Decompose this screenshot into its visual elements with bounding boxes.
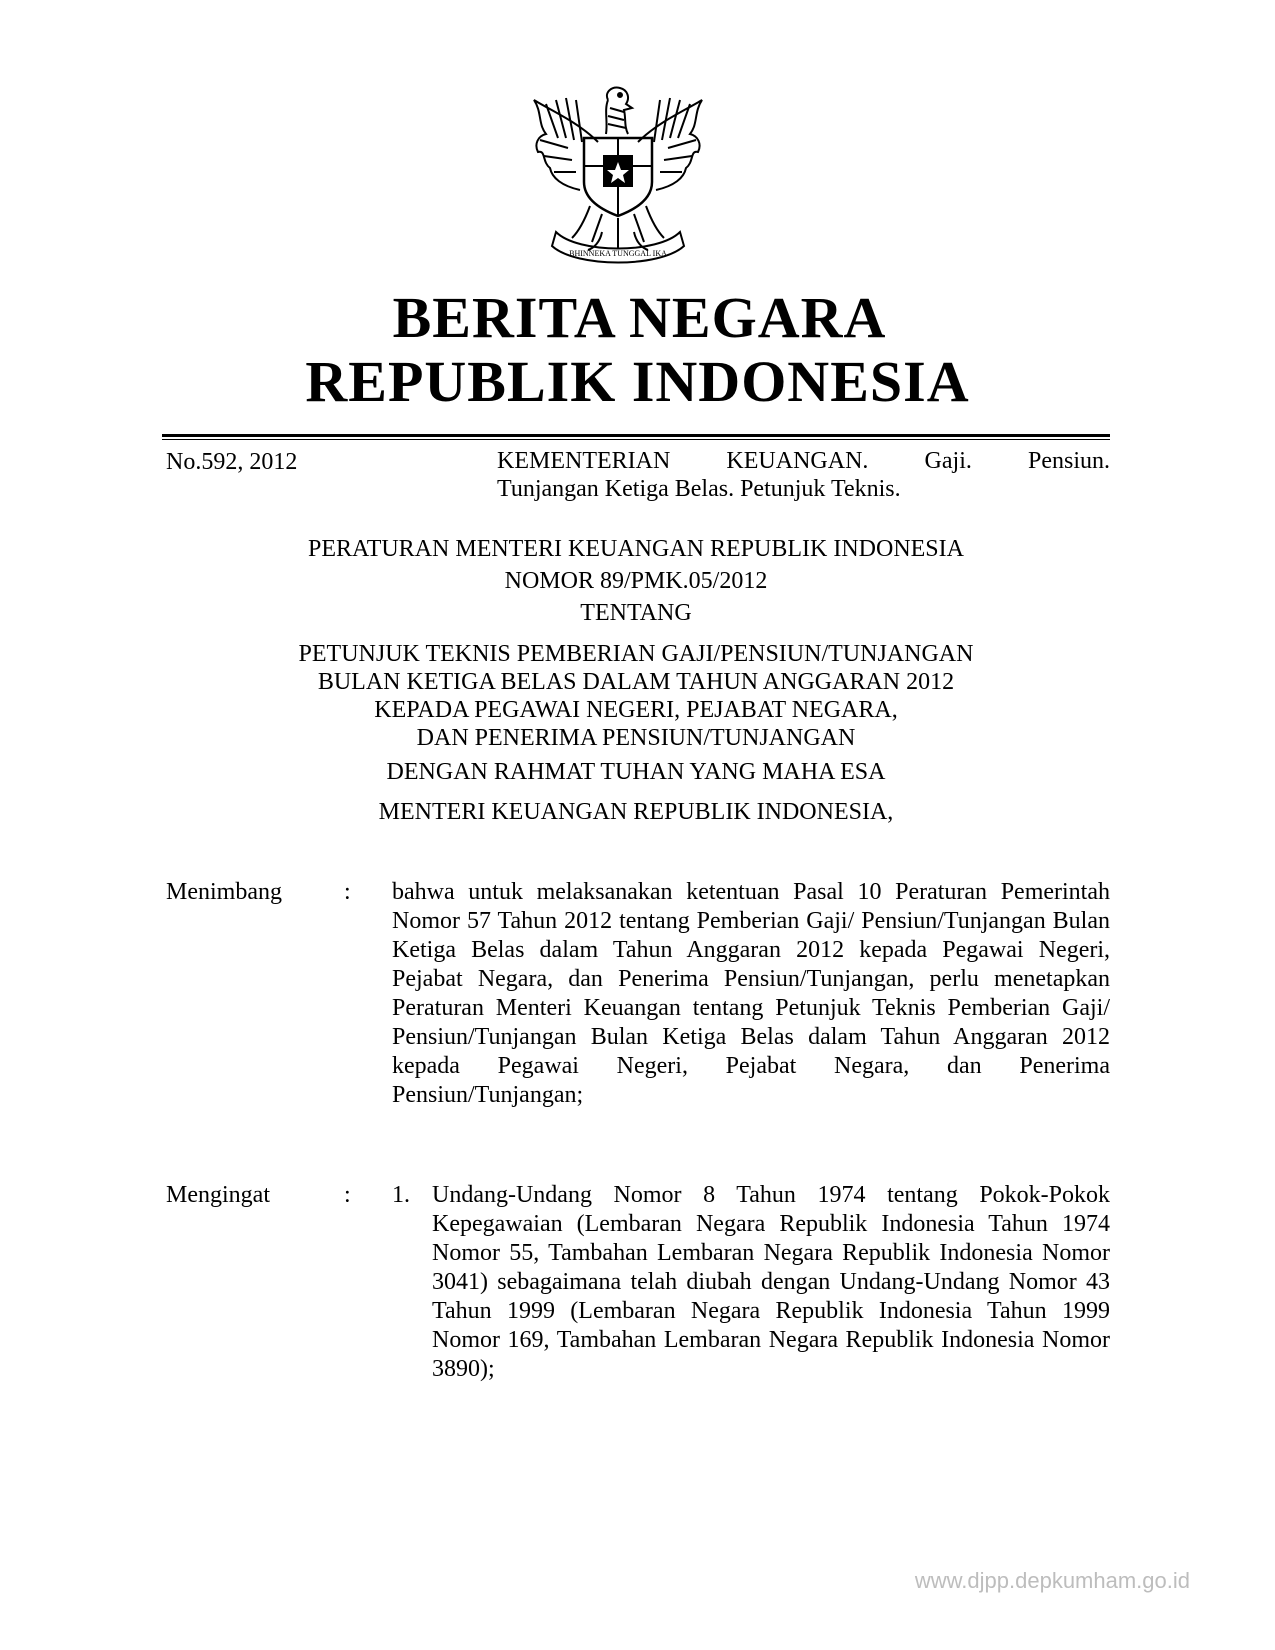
- masthead-title-line2: REPUBLIK INDONESIA: [305, 349, 970, 414]
- mengingat-item-number: 1.: [392, 1182, 410, 1208]
- gazette-number: No.592, 2012: [166, 449, 298, 475]
- regulation-subject-line: BULAN KETIGA BELAS DALAM TAHUN ANGGARAN 2012: [317, 669, 955, 695]
- regulation-subject-line: DAN PENERIMA PENSIUN/TUNJANGAN: [416, 725, 856, 751]
- regulation-subject-line: PETUNJUK TEKNIS PEMBERIAN GAJI/PENSIUN/TUNJANGAN: [298, 641, 974, 667]
- mengingat-label: Mengingat: [166, 1182, 270, 1208]
- gazette-topic: [497, 447, 1110, 503]
- masthead-rule-thick: [162, 434, 1110, 437]
- rahmat-line: DENGAN RAHMAT TUHAN YANG MAHA ESA: [386, 759, 886, 785]
- masthead-rule-thin: [162, 439, 1110, 440]
- regulation-heading: [162, 533, 1110, 629]
- minister-line: MENTERI KEUANGAN REPUBLIK INDONESIA,: [378, 799, 894, 825]
- emblem-motto: BHINNEKA TUNGGAL IKA: [569, 249, 667, 258]
- masthead: [0, 286, 1275, 414]
- regulation-number: NOMOR 89/PMK.05/2012: [504, 568, 768, 594]
- footer-url[interactable]: www.djpp.depkumham.go.id: [914, 1568, 1190, 1593]
- regulation-tentang: TENTANG: [580, 600, 692, 626]
- masthead-title-line1: BERITA NEGARA: [392, 285, 887, 350]
- regulation-subject-line: KEPADA PEGAWAI NEGERI, PEJABAT NEGARA,: [374, 697, 898, 723]
- garuda-emblem: [528, 82, 708, 278]
- gazette-topic-line2: Tunjangan Ketiga Belas. Petunjuk Teknis.: [497, 476, 901, 502]
- regulation-subject: [162, 640, 1110, 752]
- preamble: [162, 752, 1110, 832]
- menimbang-text: bahwa untuk melaksanakan ketentuan Pasal 10 Peraturan Pemerintah Nomor 57 Tahun 2012 tentang Pemberian Gaji/ Pensiun/Tunjangan Bulan Ketiga Belas dalam Tahun Anggaran 2012 kepada Pegawai Negeri, Pejabat Negara, dan Penerima Pensiun/Tunjangan, perlu menetapkan Peraturan Menteri Keuangan tentang Petunjuk Teknis Pemberian Gaji/ Pensiun/Tunjangan Bulan Ketiga Belas dalam Tahun Anggaran 2012 kepada Pegawai Negeri, Pejabat Negara, dan Penerima Pensiun/Tunjangan;: [392, 879, 1110, 1108]
- mengingat-item-text: Undang-Undang Nomor 8 Tahun 1974 tentang Pokok-Pokok Kepegawaian (Lembaran Negara Republik Indonesia Tahun 1974 Nomor 55, Tambahan Lembaran Negara Republik Indonesia Nomor 3041) sebagaimana telah diubah dengan Undang-Undang Nomor 43 Tahun 1999 (Lembaran Negara Republik Indonesia Tahun 1999 Nomor 169, Tambahan Lembaran Negara Republik Indonesia Nomor 3890);: [432, 1182, 1110, 1382]
- gazette-topic-line1: KEMENTERIAN KEUANGAN. Gaji. Pensiun.: [497, 448, 1110, 474]
- regulation-title: PERATURAN MENTERI KEUANGAN REPUBLIK INDONESIA: [308, 536, 964, 562]
- menimbang-colon: :: [344, 879, 351, 905]
- menimbang-label: Menimbang: [166, 879, 282, 905]
- mengingat-colon: :: [344, 1182, 351, 1208]
